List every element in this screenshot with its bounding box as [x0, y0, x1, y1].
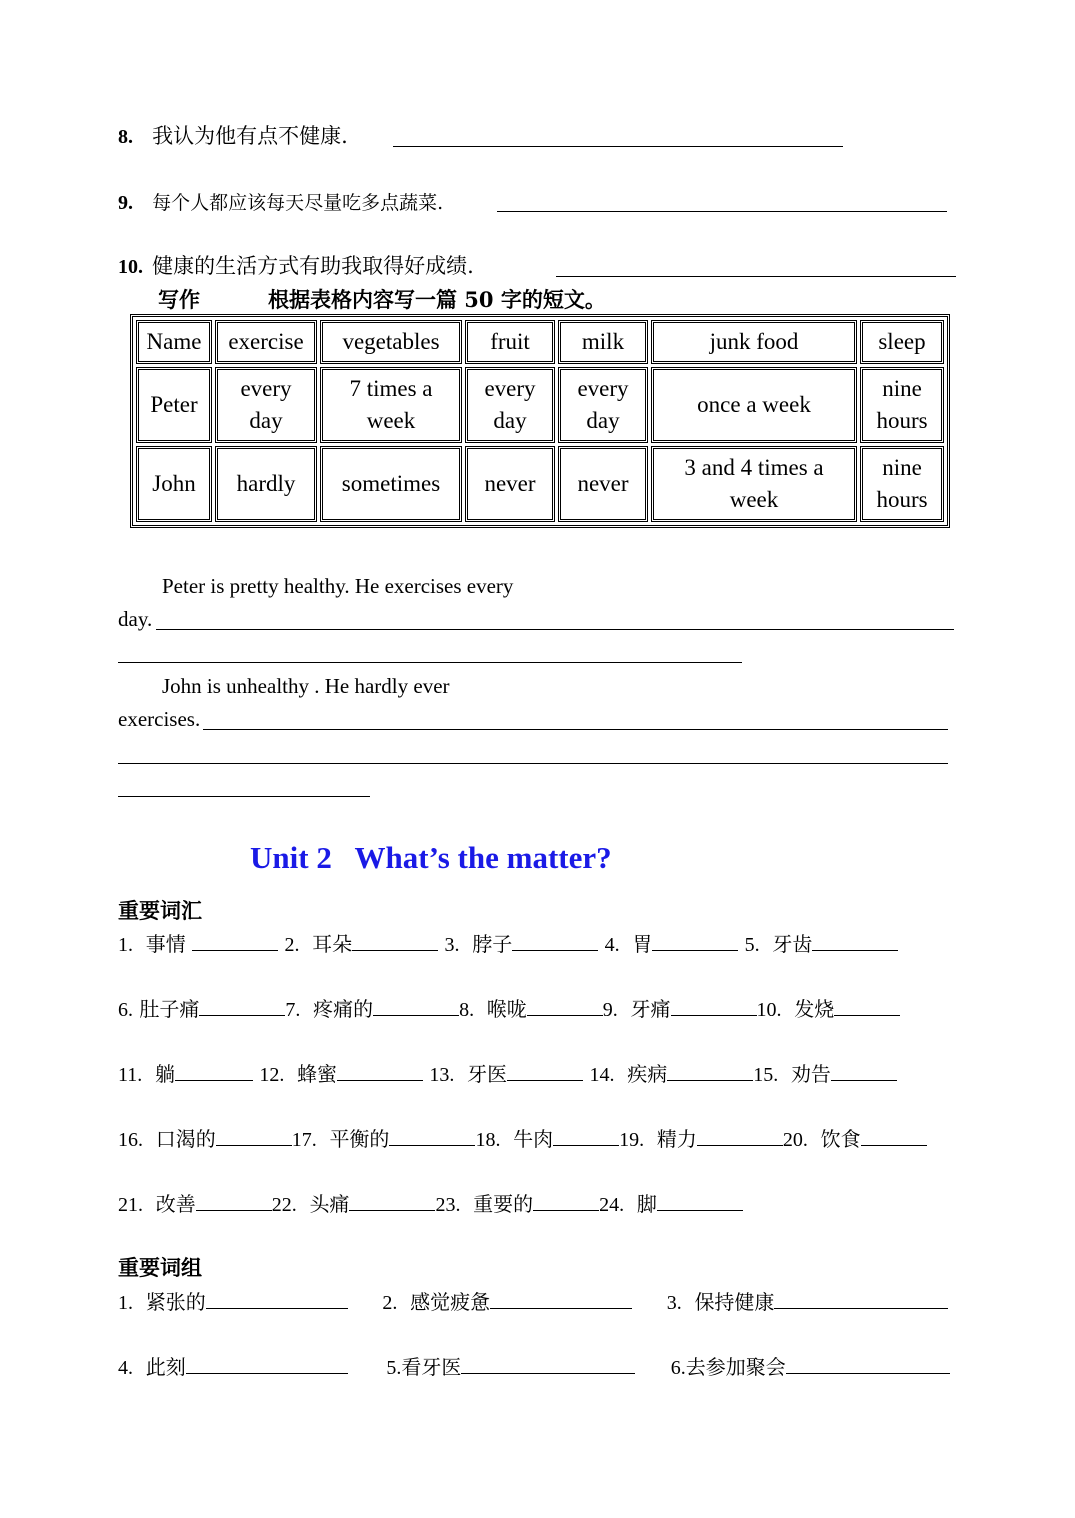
phrase-blank[interactable] [186, 1372, 348, 1374]
answer-line-9[interactable] [497, 211, 947, 212]
writing-line[interactable] [118, 796, 370, 797]
table-cell: never [465, 446, 555, 522]
phrase-blank[interactable] [774, 1307, 948, 1309]
vocab-item: 15. 劝告 [753, 1062, 897, 1086]
phrase-item: 5.看牙医 [386, 1351, 664, 1380]
vocab-item: 12. 蜂蜜 [259, 1062, 423, 1086]
phrase-blank[interactable] [786, 1372, 950, 1374]
table-cell: 7 times a week [320, 367, 462, 443]
vocab-item: 8. 喉咙 [459, 997, 603, 1021]
table-header-cell: Name [136, 320, 212, 364]
phrase-item: 1. 紧张的 [118, 1286, 376, 1315]
phrase-row-1 [118, 1286, 948, 1315]
vocab-item: 10. 发烧 [757, 997, 901, 1021]
table-header-cell: fruit [465, 320, 555, 364]
table-cell: nine hours [860, 367, 944, 443]
phrase-item: 2. 感觉疲惫 [382, 1286, 660, 1315]
vocab-item: 21. 改善 [118, 1192, 272, 1216]
phrase-blank[interactable] [206, 1307, 348, 1309]
vocab-row-4 [118, 1123, 927, 1152]
vocab-heading: 重要词汇 [118, 898, 202, 923]
vocab-blank[interactable] [812, 949, 898, 951]
table-cell: every day [215, 367, 317, 443]
vocab-blank[interactable] [192, 949, 278, 951]
vocab-blank[interactable] [349, 1209, 435, 1211]
vocab-blank[interactable] [671, 1014, 757, 1016]
vocab-blank[interactable] [861, 1144, 927, 1146]
translation-item-10: 10. 健康的生活方式有助我取得好成绩. [118, 254, 474, 278]
vocab-row-1 [118, 928, 898, 957]
writing-line[interactable] [203, 729, 948, 730]
vocab-blank[interactable] [507, 1079, 583, 1081]
vocab-row-3 [118, 1058, 897, 1087]
table-cell: Peter [136, 367, 212, 443]
table-header-cell: junk food [651, 320, 857, 364]
vocab-item: 4. 胃 [605, 932, 739, 956]
phrase-item: 3. 保持健康 [667, 1290, 949, 1314]
vocab-item: 1. 事情 [118, 932, 278, 956]
table-header-cell: exercise [215, 320, 317, 364]
phrase-item: 4. 此刻 [118, 1351, 380, 1380]
table-cell: every day [558, 367, 648, 443]
vocab-blank[interactable] [553, 1144, 619, 1146]
vocab-item: 2. 耳朵 [284, 932, 438, 956]
table-header-cell: sleep [860, 320, 944, 364]
writing-line[interactable] [118, 662, 742, 663]
vocab-blank[interactable] [657, 1209, 743, 1211]
vocab-blank[interactable] [834, 1014, 900, 1016]
vocab-blank[interactable] [337, 1079, 423, 1081]
vocab-item: 16. 口渴的 [118, 1127, 292, 1151]
table-cell: every day [465, 367, 555, 443]
vocab-blank[interactable] [389, 1144, 475, 1146]
table-cell: once a week [651, 367, 857, 443]
vocab-blank[interactable] [196, 1209, 272, 1211]
vocab-blank[interactable] [527, 1014, 603, 1016]
vocab-blank[interactable] [373, 1014, 459, 1016]
vocab-blank[interactable] [352, 949, 438, 951]
phrase-blank[interactable] [490, 1307, 632, 1309]
translation-item-8: 8. 我认为他有点不健康. [118, 124, 348, 148]
table-header-cell: vegetables [320, 320, 462, 364]
vocab-blank[interactable] [533, 1209, 599, 1211]
answer-line-8[interactable] [393, 146, 843, 147]
vocab-row-2 [118, 993, 900, 1022]
table-cell: nine hours [860, 446, 944, 522]
vocab-blank[interactable] [512, 949, 598, 951]
phrase-blank[interactable] [461, 1372, 635, 1374]
writing-line[interactable] [118, 763, 948, 764]
peter-paragraph-cont: day. [118, 607, 153, 631]
table-header-cell: milk [558, 320, 648, 364]
vocab-item: 19. 精力 [619, 1127, 783, 1151]
vocab-row-5 [118, 1188, 743, 1217]
habits-table [130, 314, 950, 528]
vocab-item: 18. 牛肉 [475, 1127, 619, 1151]
phrase-row-2 [118, 1351, 950, 1380]
vocab-item: 20. 饮食 [783, 1127, 927, 1151]
table-row-peter [136, 367, 944, 443]
vocab-item: 14. 疾病 [590, 1062, 754, 1086]
vocab-item: 23. 重要的 [435, 1192, 599, 1216]
vocab-item: 11. 躺 [118, 1062, 253, 1086]
vocab-item: 5. 牙齿 [745, 932, 899, 956]
peter-paragraph-start: Peter is pretty healthy. He exercises every [162, 574, 514, 598]
vocab-blank[interactable] [831, 1079, 897, 1081]
john-paragraph-cont: exercises. [118, 707, 201, 731]
vocab-blank[interactable] [652, 949, 738, 951]
translation-item-9: 9. 每个人都应该每天尽量吃多点蔬菜. [118, 192, 444, 214]
vocab-item: 24. 脚 [599, 1192, 743, 1216]
vocab-item: 13. 牙医 [429, 1062, 583, 1086]
table-cell: 3 and 4 times a week [651, 446, 857, 522]
vocab-blank[interactable] [697, 1144, 783, 1146]
vocab-item: 6. 肚子痛 [118, 997, 285, 1021]
table-row-john [136, 446, 944, 522]
john-paragraph-start: John is unhealthy . He hardly ever [162, 674, 450, 698]
writing-instruction: 根据表格内容写一篇 50 字的短文。 [268, 287, 606, 312]
unit-title: Unit 2 What’s the matter? [250, 840, 612, 875]
vocab-blank[interactable] [175, 1079, 253, 1081]
table-cell: never [558, 446, 648, 522]
vocab-blank[interactable] [216, 1144, 292, 1146]
phrase-heading: 重要词组 [118, 1255, 202, 1280]
vocab-item: 7. 疼痛的 [285, 997, 459, 1021]
writing-line[interactable] [156, 629, 954, 630]
phrase-item: 6.去参加聚会 [671, 1355, 950, 1379]
table-cell: hardly [215, 446, 317, 522]
writing-label: 写作 [158, 287, 200, 312]
vocab-item: 3. 脖子 [445, 932, 599, 956]
vocab-blank[interactable] [199, 1014, 285, 1016]
table-header-row [136, 320, 944, 364]
answer-line-10[interactable] [556, 276, 956, 277]
vocab-item: 9. 牙痛 [603, 997, 757, 1021]
vocab-item: 17. 平衡的 [292, 1127, 476, 1151]
table-cell: sometimes [320, 446, 462, 522]
vocab-blank[interactable] [667, 1079, 753, 1081]
vocab-item: 22. 头痛 [272, 1192, 436, 1216]
table-cell: John [136, 446, 212, 522]
